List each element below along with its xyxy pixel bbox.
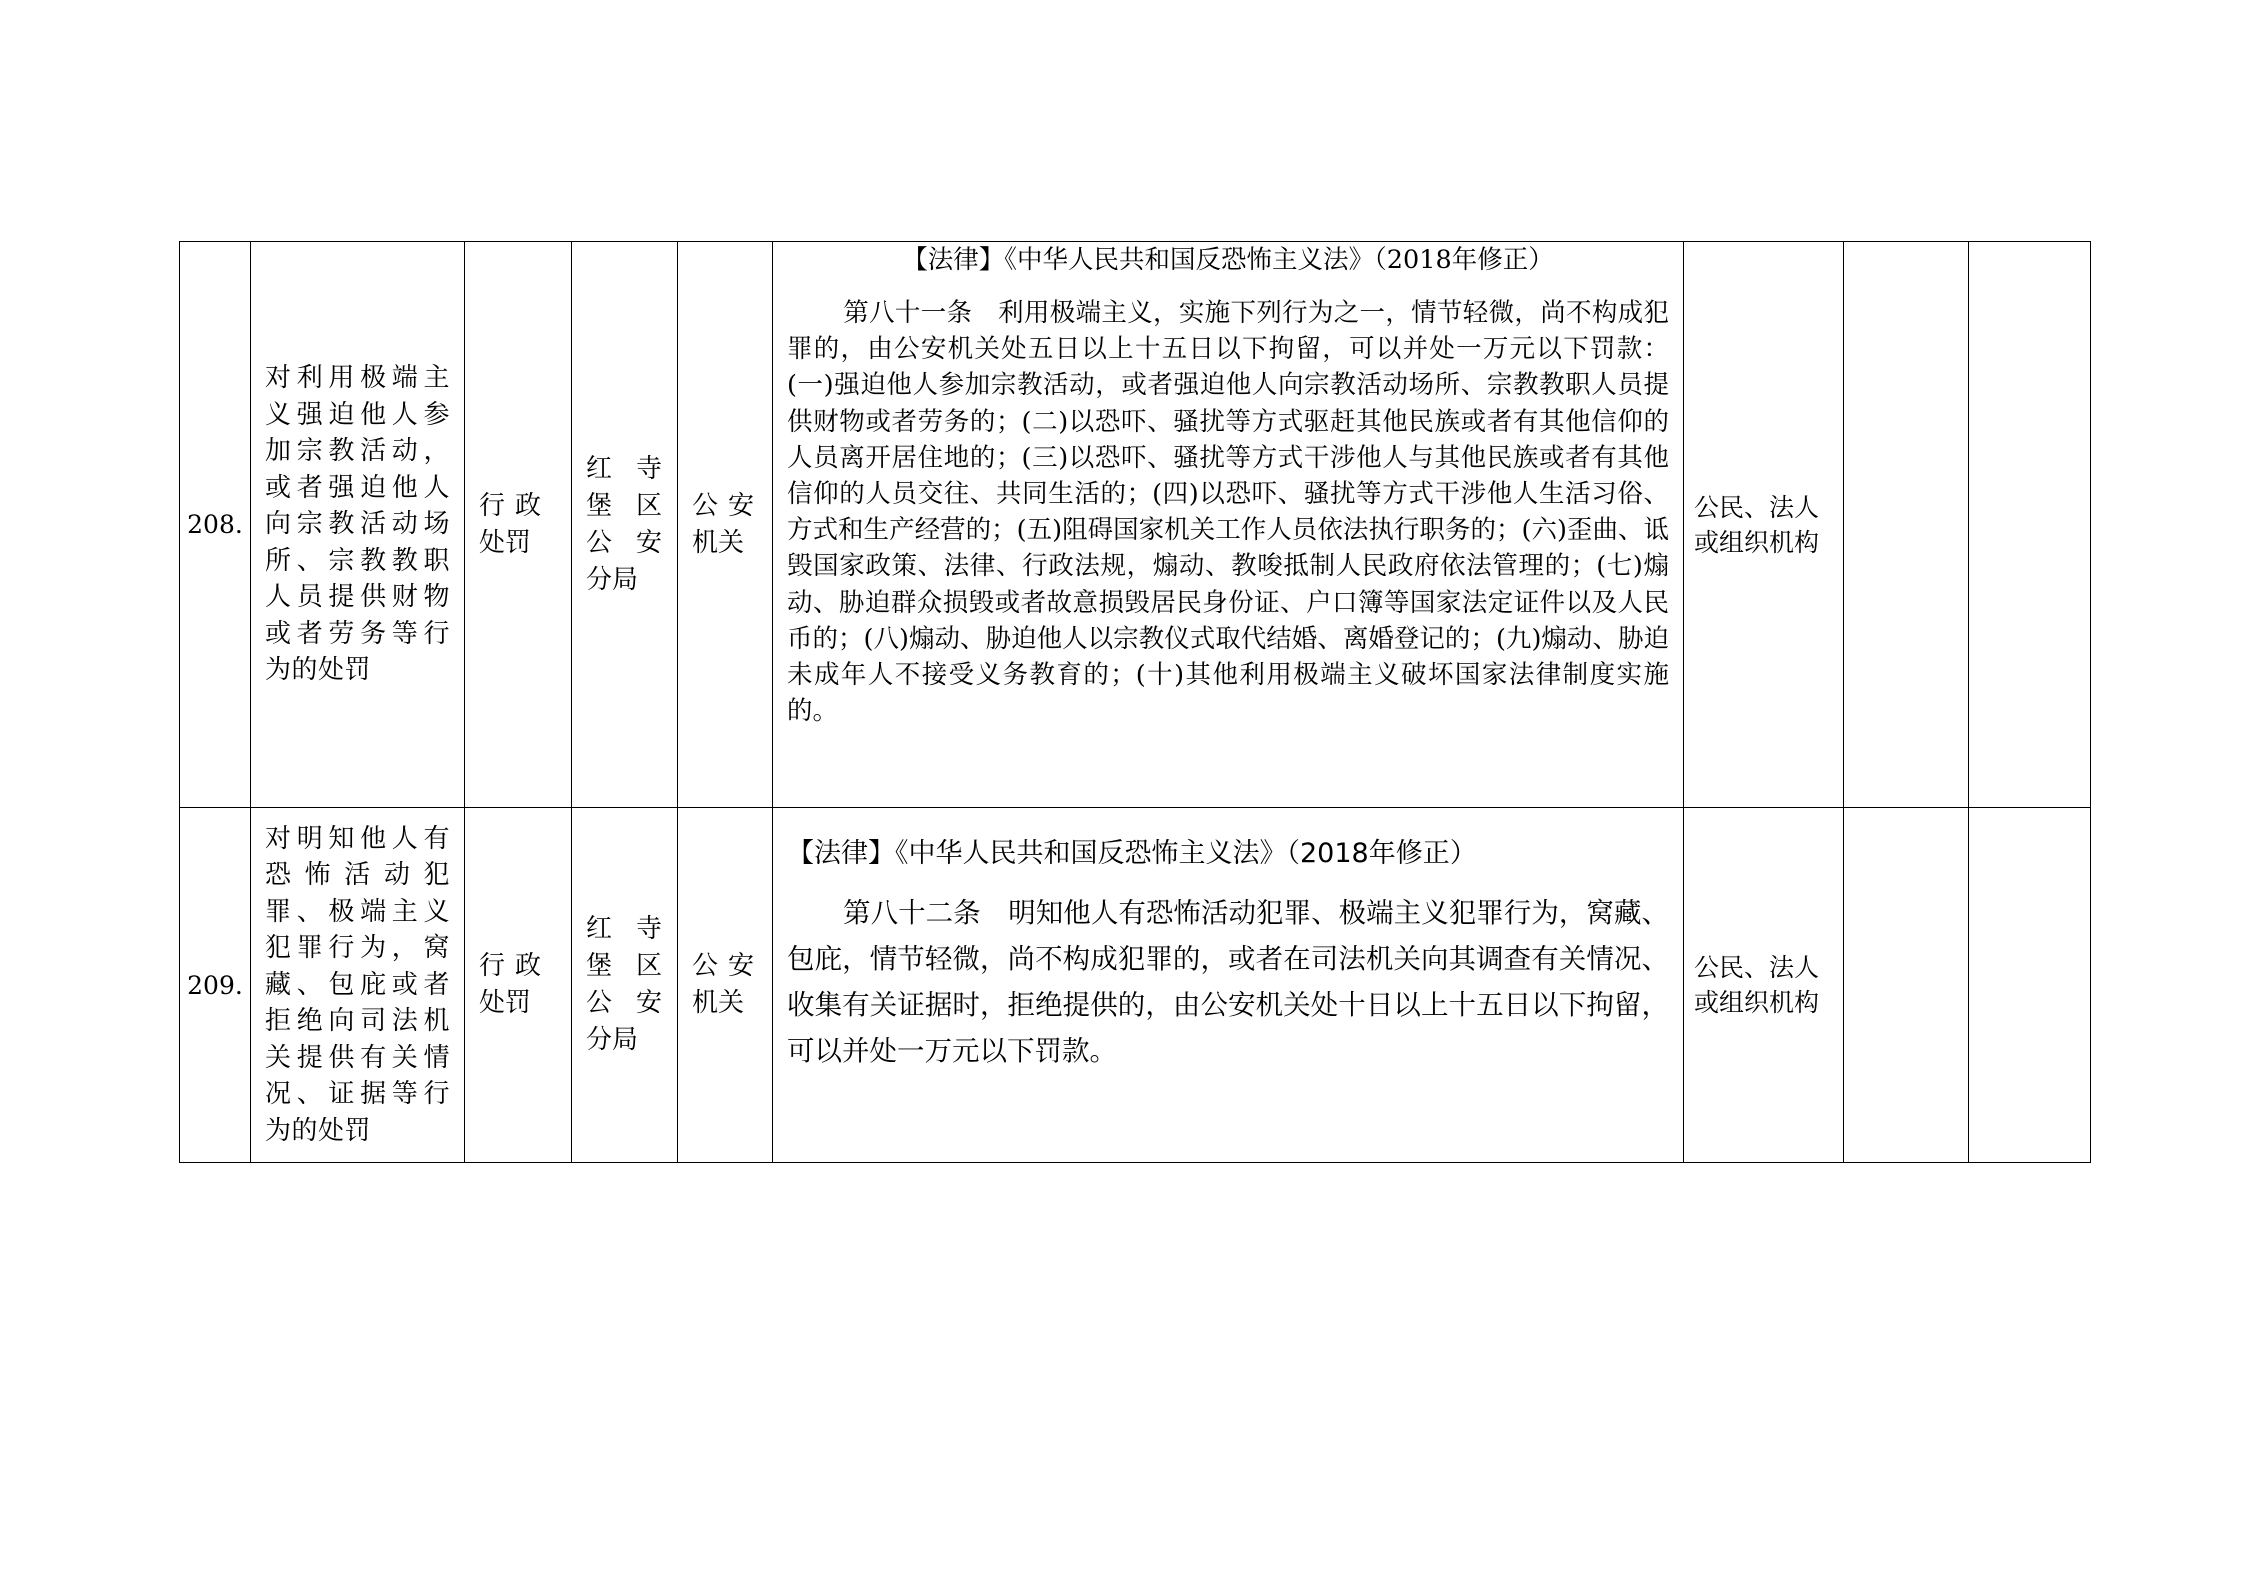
extra-cell — [1844, 808, 1969, 1163]
org-line: 公安 — [586, 527, 662, 558]
responsible-department — [678, 242, 773, 808]
org-line: 堡区 — [586, 490, 662, 521]
department-line: 机关 — [692, 527, 745, 558]
extra-cell — [1844, 242, 1969, 808]
responsible-department — [678, 808, 773, 1163]
row-number: 208. — [180, 242, 251, 808]
subject-target: 公民、法人或组织机构 — [1684, 242, 1844, 808]
subject-target: 公民、法人或组织机构 — [1684, 808, 1844, 1163]
category-line: 行政 — [479, 490, 541, 521]
org-line: 红寺 — [586, 914, 662, 944]
power-category — [465, 808, 572, 1163]
category-line: 处罚 — [479, 988, 532, 1018]
legal-basis-body: 第八十二条 明知他人有恐怖活动犯罪、极端主义犯罪行为，窝藏、包庇，情节轻微，尚不构成犯罪的，或者在司法机关向其调查有关情况、收集有关证据时，拒绝提供的，由公安机关处十日以上十五日以下拘留，可以并处一万元以下罚款。 — [787, 897, 1669, 1067]
legal-basis — [773, 242, 1684, 808]
org-line: 红寺 — [586, 453, 662, 484]
org-line: 分局 — [586, 1025, 639, 1055]
legal-basis-title: 【法律】《中华人民共和国反恐怖主义法》（2018年修正） — [787, 838, 1477, 869]
category-line: 行政 — [479, 951, 541, 981]
org-line: 公安 — [586, 988, 662, 1018]
implementing-org — [572, 808, 678, 1163]
department-line: 机关 — [692, 988, 745, 1018]
legal-basis — [773, 808, 1684, 1163]
item-name: 对利用极端主义强迫他人参加宗教活动，或者强迫他人向宗教活动场所、宗教教职人员提供财物或者劳务等行为的处罚 — [251, 242, 465, 808]
category-line: 处罚 — [479, 527, 532, 558]
legal-basis-body-wrap — [787, 295, 1669, 729]
legal-basis-body-wrap — [787, 890, 1669, 1074]
org-line: 堡区 — [586, 951, 662, 981]
department-line: 公安 — [692, 490, 754, 521]
power-category — [465, 242, 572, 808]
item-name: 对明知他人有恐怖活动犯罪、极端主义犯罪行为，窝藏、包庇或者拒绝向司法机关提供有关情况、证据等行为的处罚 — [251, 808, 465, 1163]
extra-cell — [1969, 242, 2091, 808]
legal-basis-body: 第八十一条 利用极端主义，实施下列行为之一，情节轻微，尚不构成犯罪的，由公安机关处五日以上十五日以下拘留，可以并处一万元以下罚款：(一)强迫他人参加宗教活动，或者强迫他人向宗教活动场所、宗教教职人员提供财物或者劳务的；(二)以恐吓、骚扰等方式驱赶其他民族或者有其他信仰的人员离开居住地的；(三)以恐吓、骚扰等方式干涉他人与其他民族或者有其他信仰的人员交往、共同生活的；(四)以恐吓、骚扰等方式干涉他人生活习俗、方式和生产经营的；(五)阻碍国家机关工作人员依法执行职务的；(六)歪曲、诋毁国家政策、法律、行政法规，煽动、教唆抵制人民政府依法管理的；(七)煽动、胁迫群众损毁或者故意损毁居民身份证、户口簿等国家法定证件以及人民币的；(八)煽动、胁迫他人以宗教仪式取代结婚、离婚登记的；(九)煽动、胁迫未成年人不接受义务教育的；(十)其他利用极端主义破坏国家法律制度实施的。 — [787, 298, 1669, 727]
department-line: 公安 — [692, 951, 754, 981]
table-row — [180, 808, 2091, 1163]
org-line: 分局 — [586, 564, 639, 595]
table-row — [180, 242, 2091, 808]
implementing-org — [572, 242, 678, 808]
extra-cell — [1969, 808, 2091, 1163]
power-list-table — [179, 241, 2091, 1163]
legal-basis-title: 【法律】《中华人民共和国反恐怖主义法》（2018年修正） — [902, 245, 1554, 275]
row-number: 209. — [180, 808, 251, 1163]
